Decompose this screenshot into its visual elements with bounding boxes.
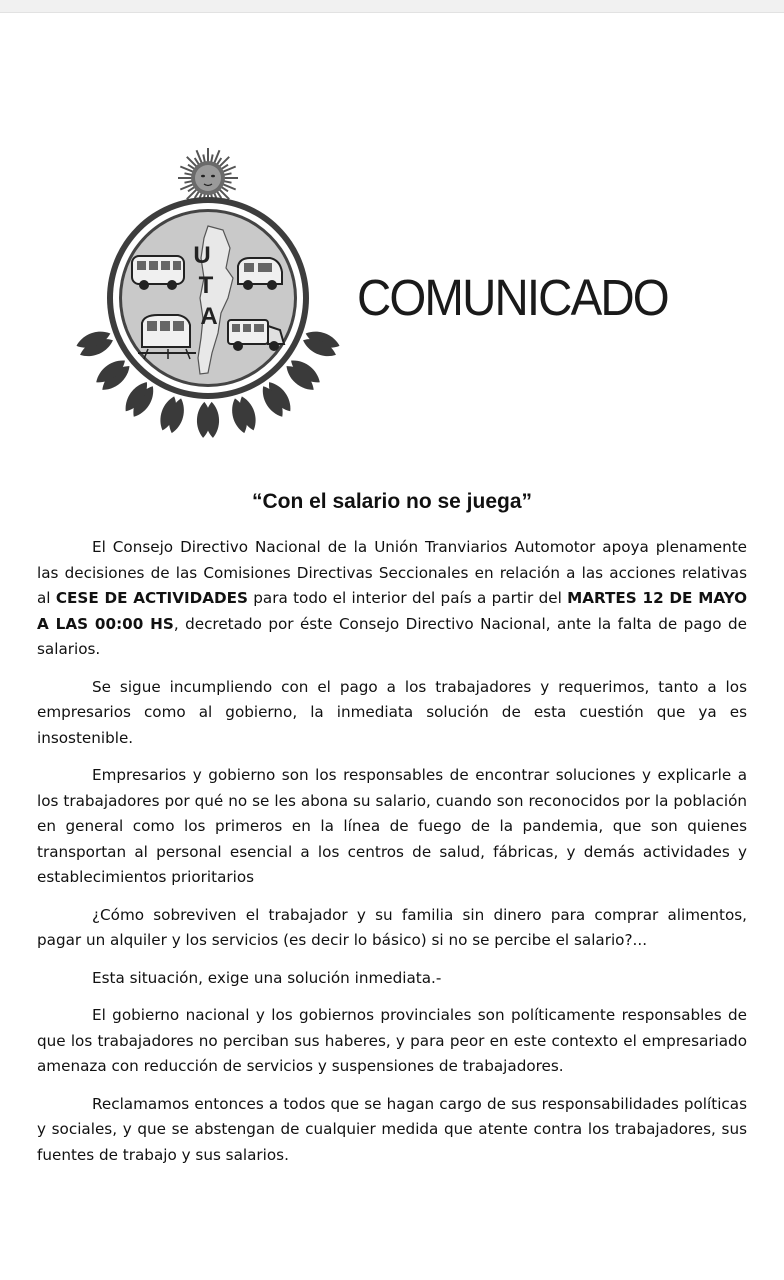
paragraph-5: Esta situación, exige una solución inmediata.- bbox=[92, 968, 442, 987]
status-bar bbox=[0, 0, 784, 13]
tram-icon bbox=[138, 315, 196, 359]
logo-letter-t: T bbox=[198, 272, 214, 299]
p1-text-c: para todo el interior del país a partir del bbox=[247, 589, 568, 607]
paragraph-2: Se sigue incumpliendo con el pago a los trabajadores y requerimos, tanto a los empresarios como al gobierno, la inmediata solución de esta cuestión que ya es insostenible. bbox=[37, 677, 747, 747]
paragraph-4: ¿Cómo sobreviven el trabajador y su familia sin dinero para comprar alimentos, pagar un alquiler y los servicios (es decir lo básico) si no se percibe el salario?... bbox=[37, 905, 747, 949]
p1-bold-cese: CESE DE ACTIVIDADES bbox=[55, 589, 248, 607]
paragraph-7: Reclamamos entonces a todos que se hagan cargo de sus responsabilidades políticas y sociales, y que se abstengan de cualquier medida que atente contra los trabajadores, sus fuentes de trabajo y sus salarios. bbox=[37, 1094, 747, 1164]
page-title: COMUNICADO bbox=[357, 269, 668, 326]
bus-icon bbox=[132, 256, 184, 290]
logo-letter-u: U bbox=[193, 242, 211, 269]
p1-text-a: El Consejo Directivo Nacional de la Unión Tranviarios Automotor apoya plenamente las decisiones de las Comisiones Directivas Seccionales en relación a las acciones relativas al bbox=[37, 538, 747, 607]
paragraph-3: Empresarios y gobierno son los responsables de encontrar soluciones y explicarle a los trabajadores por qué no se les abona su salario, cuando son reconocidos por la población en general como los primeros en la línea de fuego de la pandemia, que son quienes transportan al personal esencial a los centros de salud, fábricas, y demás actividades y establecimientos prioritarios bbox=[37, 766, 747, 886]
document-body bbox=[37, 535, 747, 1180]
p1-text-d: , decretado por éste Consejo Directivo Nacional, ante la falta de pago de salarios. bbox=[37, 614, 747, 658]
logo-letter-a: A bbox=[200, 303, 218, 330]
paragraph-6: El gobierno nacional y los gobiernos provinciales son políticamente responsables de que los trabajadores no perciban sus haberes, y para peor en este contexto el empresariado amenaza con reducción de servicios y suspensiones de trabajadores. bbox=[37, 1006, 747, 1075]
paragraph-1 bbox=[37, 535, 747, 663]
document-title: “Con el salario no se juega” bbox=[251, 490, 533, 513]
uta-emblem-icon bbox=[58, 138, 358, 438]
p1-bold-fecha: MARTES 12 DE MAYO A LAS 00:00 HS bbox=[37, 589, 747, 633]
